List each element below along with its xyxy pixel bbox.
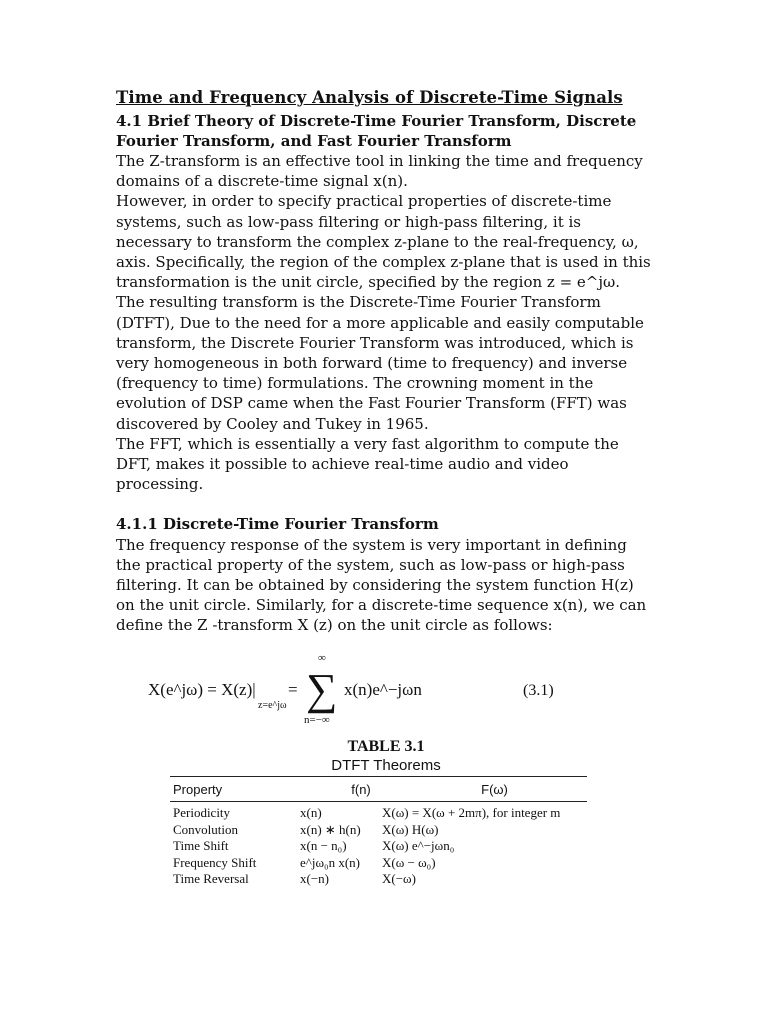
paragraph-1: The Z-transform is an effective tool in linking the time and frequency domains of a discrete-time signal x(n). [116,152,643,191]
table-row [170,871,587,888]
table-title: TABLE 3.1 [347,738,425,755]
header-Fw: F(ω) [481,781,508,797]
table-header-row [170,777,587,802]
cell-fn: x(−n) [300,871,329,887]
table-body [170,802,587,888]
header-property: Property [173,781,223,797]
cell-Fw: X(−ω) [382,871,416,887]
table-row [170,822,587,839]
cell-property: Frequency Shift [173,854,257,870]
subsection-title: 4.1.1 Discrete-Time Fourier Transform [116,515,439,534]
cell-fn: x(n) [300,805,322,821]
table-row [170,855,587,872]
cell-property: Convolution [173,821,239,837]
table-row [170,838,587,855]
cell-Fw: X(ω) e^−jωn₀ [382,838,455,854]
table-row [170,805,587,822]
cell-property: Time Shift [173,838,229,854]
document-title: Time and Frequency Analysis of Discrete-Time Signals [116,88,623,107]
equation-subscript: z=e^jω [258,700,287,711]
section-title [116,111,656,151]
cell-property: Periodicity [173,805,231,821]
equation-3-1 [148,652,608,728]
header-fn: f(n) [351,781,371,797]
cell-Fw: X(ω) = X(ω + 2mπ), for integer m [382,805,561,821]
cell-fn: x(n − n₀) [300,838,347,854]
paragraph-3: The resulting transform is the Discrete-Time Fourier Transform (DTFT), Due to the need for a more applicable and easily computable transform, the Discrete Fourier Transform was introduced, which is very homogeneous in both forward (time to frequency) and inverse (frequency to time) formulations. The crowning moment in the evolution of DSP came when the Fast Fourier Transform (FFT) was discovered by Cooley and Tukey in 1965. [116,293,644,433]
cell-Fw: X(ω − ω₀) [382,854,436,870]
subsection-paragraph: The frequency response of the system is very important in defining the practical property of the system, such as low-pass or high-pass filtering. It can be obtained by considering the system function H(z) on the unit circle. Similarly, for a discrete-time sequence x(n), we can define the Z -transform X (z) on the unit circle as follows: [116,535,647,635]
cell-property: Time Reversal [173,871,249,887]
cell-Fw: X(ω) H(ω) [382,821,439,837]
body-text [116,151,656,636]
paragraph-4: The FFT, which is essentially a very fast algorithm to compute the DFT, makes it possible to achieve real-time audio and video processing. [116,434,619,494]
summation-symbol: ∑ [306,665,338,714]
summation-lower-limit: n=−∞ [304,714,330,726]
equation-label: (3.1) [523,682,554,699]
equation-equals: = [288,680,298,699]
equation-term: x(n)e^−jωn [344,680,422,699]
paragraph-2: However, in order to specify practical properties of discrete-time systems, such as low-pass filtering or high-pass filtering, it is necessary to transform the complex z-plane to the real-frequency, ω, axis. Specifically, the region of the complex z-plane that is used in this transformation is the unit circle, specified by the region z = e^jω. [116,192,651,292]
cell-fn: e^jω₀n x(n) [300,854,360,870]
dtft-theorems-table [170,776,587,888]
table-subtitle: DTFT Theorems [331,757,441,774]
equation-lhs: X(e^jω) = X(z)| [148,680,256,699]
summation-upper-limit: ∞ [318,652,326,664]
section-title-line1: 4.1 Brief Theory of Discrete-Time Fourier Transform, Discrete [116,112,637,130]
cell-fn: x(n) ∗ h(n) [300,821,361,837]
section-title-line2: Fourier Transform, and Fast Fourier Transform [116,132,512,150]
